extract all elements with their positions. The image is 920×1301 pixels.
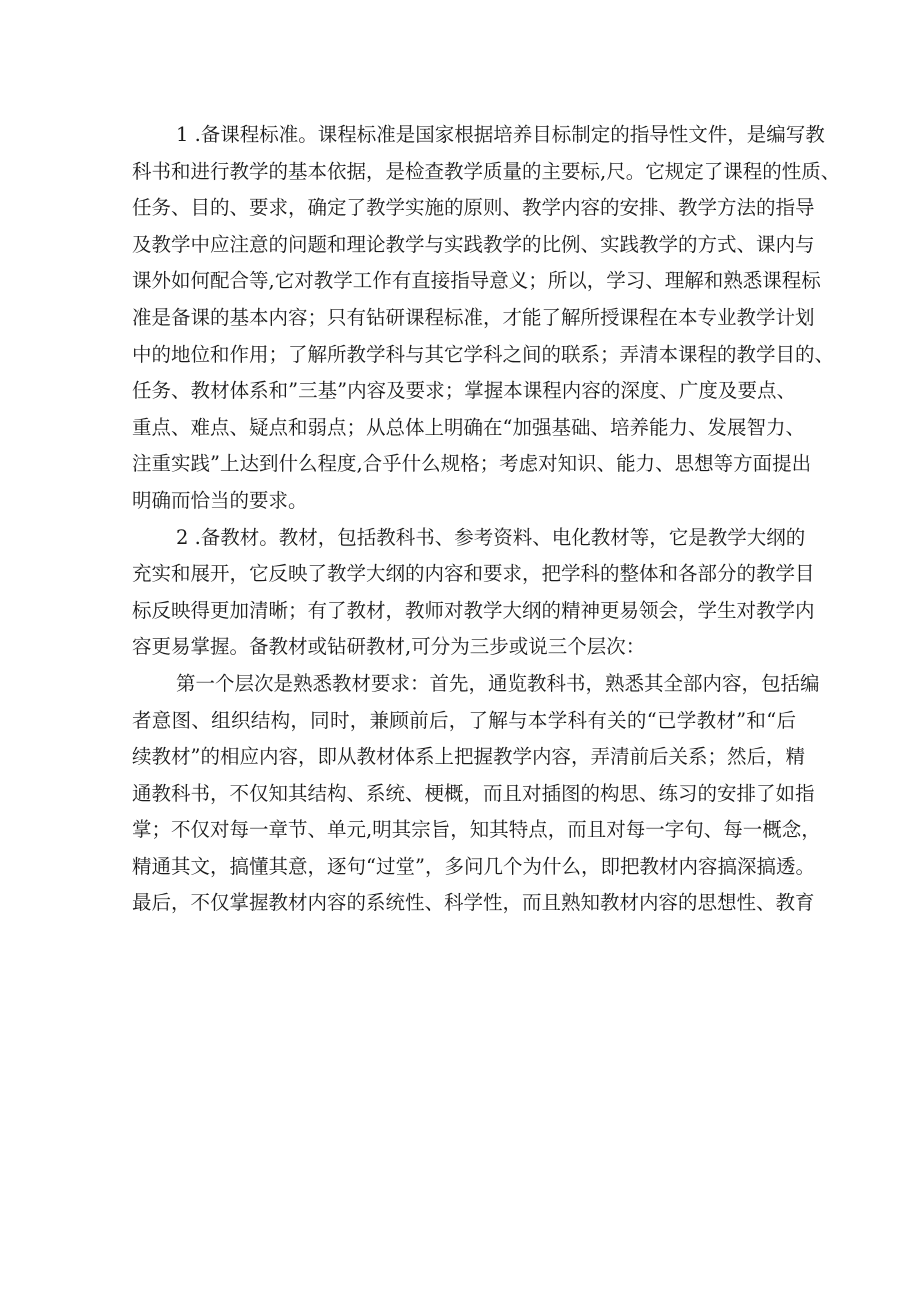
text-line: 者意图、组织结构，同时，兼顾前后，了解与本学科有关的“已学教材”和“后 — [132, 708, 796, 732]
text-line: 掌；不仅对每一章节、单元,明其宗旨，知其特点，而且对每一字句、每一概念， — [132, 818, 821, 842]
text-line: 充实和展开，它反映了教学大纲的内容和要求，把学科的整体和各部分的教学目 — [132, 562, 815, 586]
paragraph-2 — [132, 520, 815, 666]
text-line: 注重实践”上达到什么程度,合乎什么规格；考虑对知识、能力、思想等方面提出 — [132, 452, 812, 476]
text-line: 续教材”的相应内容，即从教材体系上把握教学内容，弄清前后关系；然后，精 — [132, 745, 805, 769]
text-line: 科书和进行教学的基本依据，是检查教学质量的主要标,尺。它规定了课程的性质、 — [132, 159, 841, 183]
text-line: 课外如何配合等,它对教学工作有直接指导意义；所以，学习、理解和熟悉课程标 — [132, 269, 821, 293]
text-line: 任务、目的、要求，确定了教学实施的原则、教学内容的安排、教学方法的指导 — [132, 196, 815, 220]
text-line: 及教学中应注意的问题和理论教学与实践教学的比例、实践教学的方式、课内与 — [132, 232, 815, 256]
text-line: 容更易掌握。备教材或钻研教材,可分为三步或说三个层次： — [132, 635, 646, 659]
text-line: 准是备课的基本内容；只有钻研课程标准，才能了解所授课程在本专业教学计划 — [132, 305, 815, 329]
text-line: 明确而恰当的要求。 — [132, 488, 308, 512]
paragraph-3 — [132, 666, 821, 922]
paragraph-1 — [132, 117, 841, 520]
text-line: 1 .备课程标准。课程标准是国家根据培养目标制定的指导性文件，是编写教 — [176, 123, 825, 146]
text-line: 最后，不仅掌握教材内容的系统性、科学性，而且熟知教材内容的思想性、教育 — [132, 891, 815, 915]
text-line: 通教科书，不仅知其结构、系统、梗概，而且对插图的构思、练习的安排了如指 — [132, 781, 815, 805]
text-line: 2 .备教材。教材，包括教科书、参考资料、电化教材等，它是教学大纲的 — [176, 525, 806, 549]
text-line: 重点、难点、疑点和弱点；从总体上明确在“加强基础、培养能力、发展智力、 — [132, 415, 805, 439]
document-body — [132, 117, 841, 922]
text-line: 中的地位和作用；了解所教学科与其它学科之间的联系；弄清本课程的教学目的、 — [132, 342, 835, 366]
text-line: 任务、教材体系和”三基”内容及要求；掌握本课程内容的深度、广度及要点、 — [132, 379, 796, 403]
text-line: 标反映得更加清晰；有了教材，教师对教学大纲的精神更易领会，学生对教学内 — [132, 598, 815, 622]
text-line: 第一个层次是熟悉教材要求：首先，通览教科书，熟悉其全部内容，包括编 — [176, 671, 820, 695]
text-line: 精通其文，搞懂其意，逐句“过堂”，多问几个为什么，即把教材内容搞深搞透。 — [132, 854, 815, 878]
